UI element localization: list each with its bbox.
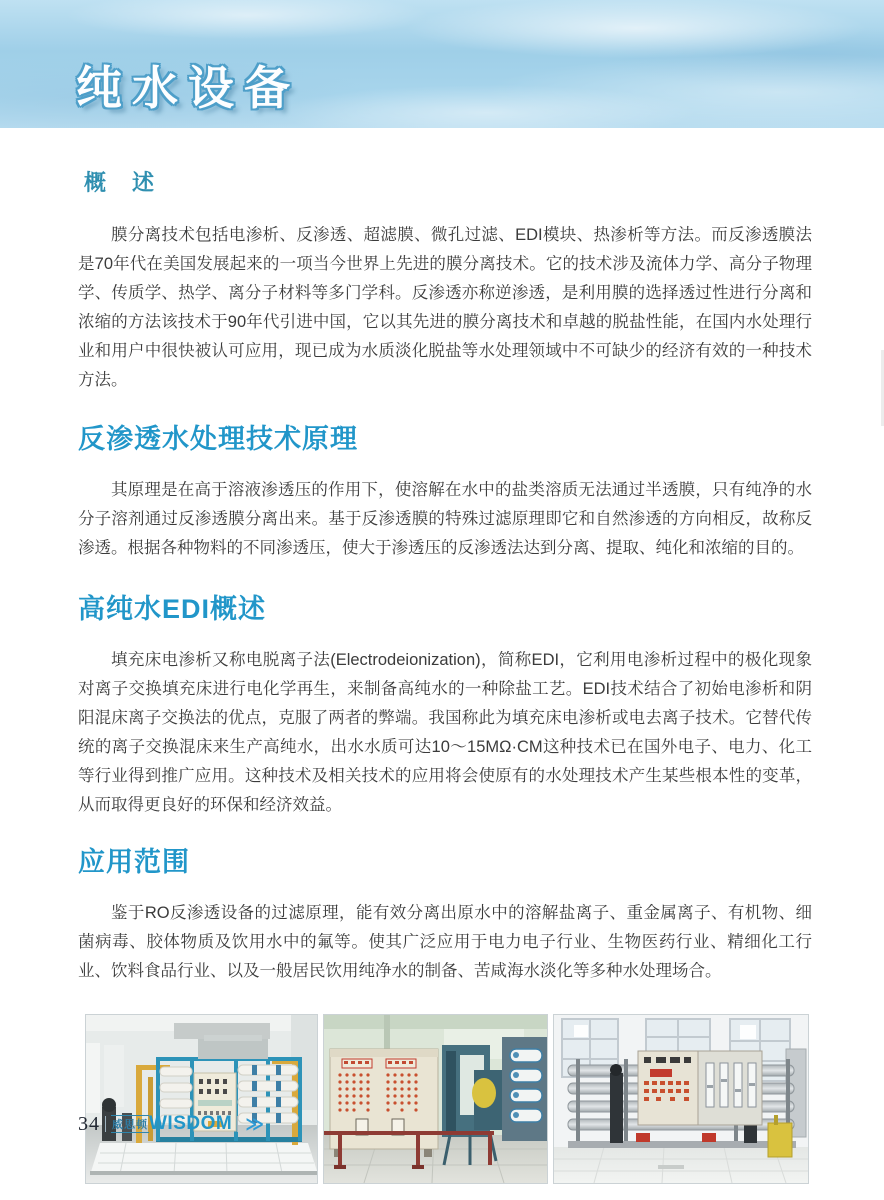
page-content: [0, 128, 884, 1184]
page-title: 纯水设备: [76, 62, 300, 114]
control-cabinet-corridor-photo: [323, 1014, 548, 1184]
brand-english-label: WISDOM: [149, 1113, 233, 1134]
section-heading-edi: 高纯水EDI概述: [78, 594, 267, 624]
section-overview: [78, 166, 812, 395]
brand-logo: [111, 1113, 232, 1135]
section-edi-overview: [78, 587, 812, 820]
stainless-ro-unit-photo: [553, 1014, 809, 1184]
equipment-photo-row: [85, 1014, 812, 1184]
double-chevron-icon: ≫: [245, 1114, 265, 1134]
section-heading-overview: 概 述: [84, 170, 157, 195]
section-heading-ro-principle: 反渗透水处理技术原理: [78, 424, 358, 454]
ro-principle-paragraph: 其原理是在高于溶液渗透压的作用下，使溶解在水中的盐类溶质无法通过半透膜，只有纯净的水分子溶剂通过反渗透膜分离出来。基于反渗透膜的特殊过滤原理即它和自然渗透的方向相反，故称反渗透。根据各种物料的不同渗透压，使大于渗透压的反渗透法达到分离、提取、纯化和浓缩的目的。: [78, 481, 812, 557]
footer-divider: [105, 1116, 106, 1132]
footer-divider: [237, 1116, 238, 1132]
overview-paragraph: 膜分离技术包括电渗析、反渗透、超滤膜、微孔过滤、EDI模块、热渗析等方法。而反渗透膜法是70年代在美国发展起来的一项当今世界上先进的膜分离技术。它的技术涉及流体力学、高分子物理学、传质学、热学、离分子材料等多门学科。反渗透亦称逆渗透，是利用膜的选择透过性进行分离和浓缩的方法该技术于90年代引进中国，它以其先进的膜分离技术和卓越的脱盐性能，在国内水处理行业和用户中很快被认可应用，现已成为水质淡化脱盐等水处理领域中不可缺少的经济有效的一种技术方法。: [78, 226, 812, 389]
section-heading-application: 应用范围: [78, 847, 190, 877]
section-ro-principle: [78, 417, 812, 563]
edi-paragraph: 填充床电渗析又称电脱离子法(Electrodeionization)，简称EDI，它利用电渗析过程中的极化现象对离子交换填充床进行电化学再生，来制备高纯水的一种除盐工艺。EDI技术结合了初始电渗析和阴阳混床离子交换法的优点，克服了两者的弊端。我国称此为填充床电渗析或电去离子技术。它替代传统的离子交换混床来生产高纯水，出水水质可达10～15MΩ·CM这种技术已在国外电子、电力、化工等行业得到推广应用。这种技术及相关技术的应用将会使原有的水处理技术产生某些根本性的变革，从而取得更良好的环保和经济效益。: [78, 651, 812, 814]
ro-membrane-skid-photo: [85, 1014, 318, 1184]
application-paragraph: 鉴于RO反渗透设备的过滤原理，能有效分离出原水中的溶解盐离子、重金属离子、有机物、细菌病毒、胶体物质及饮用水中的氟等。使其广泛应用于电力电子行业、生物医药行业、精细化工行业、饮料食品行业、以及一般居民饮用纯净水的制备、苦咸海水淡化等多种水处理场合。: [78, 904, 812, 980]
page-number: 34: [78, 1112, 100, 1135]
water-banner: [0, 0, 884, 128]
brand-chinese-label: 威思顿: [111, 1115, 149, 1133]
page-footer: [78, 1112, 264, 1136]
section-application-scope: [78, 840, 812, 986]
